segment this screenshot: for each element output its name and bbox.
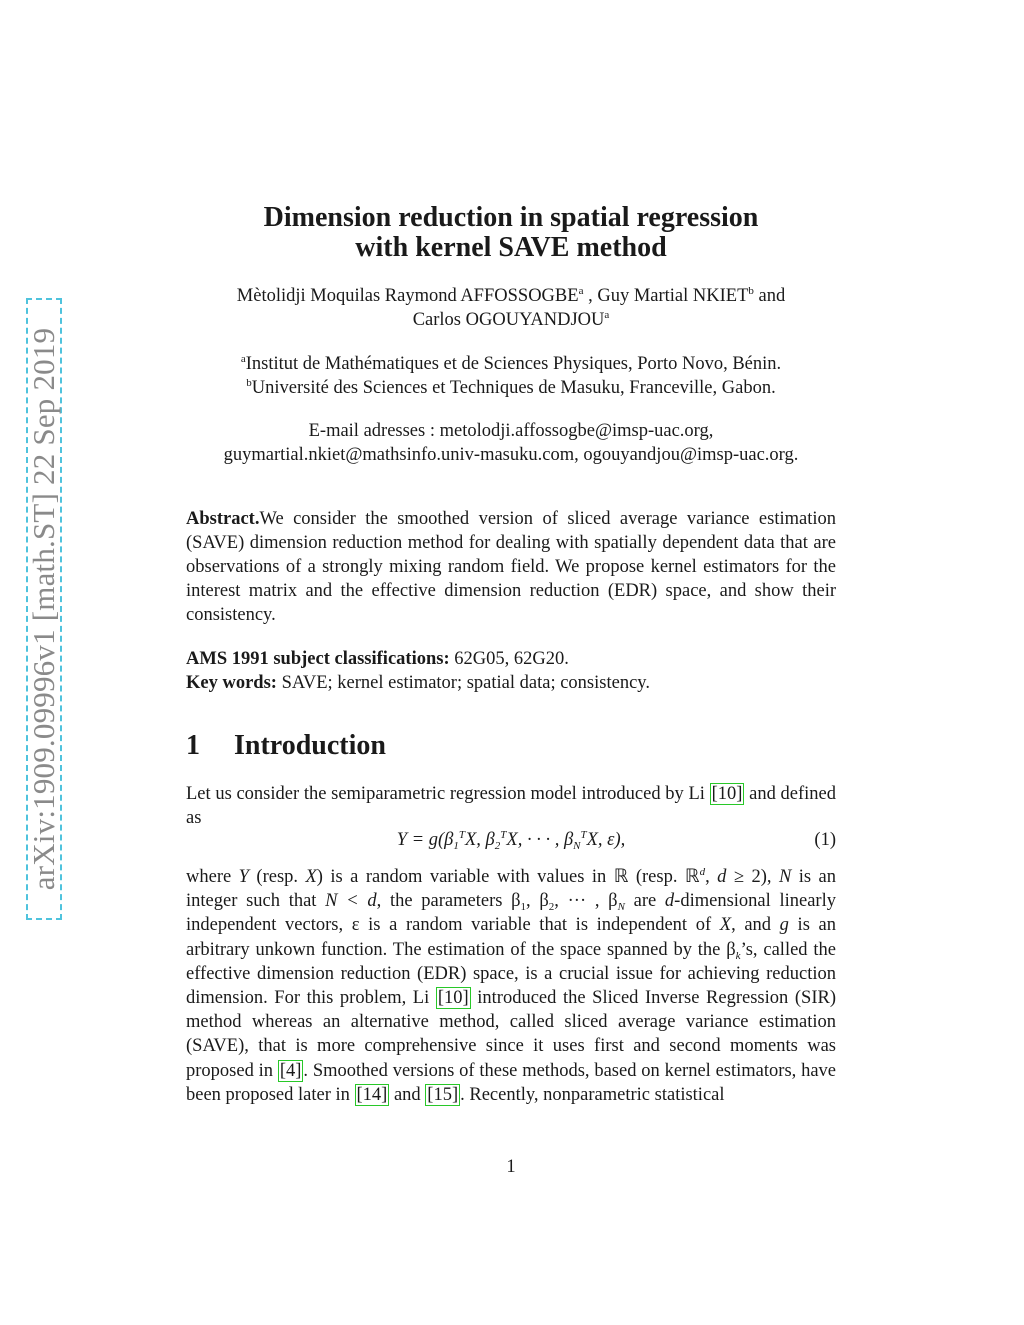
equation-number: (1): [814, 830, 836, 850]
abstract-label: Abstract.: [186, 509, 260, 529]
title-line-2: with kernel SAVE method: [355, 232, 667, 263]
page-number: 1: [506, 1157, 516, 1177]
email-addresses: E-mail adresses : metolodji.affossogbe@imsp-uac.org, guymartial.nkiet@mathsinfo.univ-masuku.com, ogouyandjou@imsp-uac.org.: [223, 421, 799, 465]
author-1: Mètolidji Moquilas Raymond AFFOSSOGBE: [236, 286, 579, 306]
paper-title: [186, 203, 836, 263]
section-number: 1: [186, 730, 200, 761]
equation-formula: $Y = g(\beta_1^TX$, $\beta_2^TX$, · · · , $\beta_N^TX$, ε),: [396, 829, 626, 852]
arxiv-id: arXiv:1909.09996v1 [math.ST] 22 Sep 2019: [26, 327, 61, 891]
section-heading: [186, 730, 836, 762]
affiliations: [186, 352, 836, 400]
author-3: Carlos OGOUYANDJOU: [412, 310, 605, 330]
arxiv-stamp: [26, 298, 62, 920]
intro-paragraph-2: where Y (resp. X) is a random variable with values in ℝ (resp. ℝ$^d$, d ≥ 2), N is an integer such that N < d, the parameters $\beta_1$, $\beta_2$, ··· , $\beta_N$ are d-dimensional linearly independent vectors, ε is a random variable that is independent of X, and g is an arbitrary unkown function. The estimation of the space spanned by the $\beta_k’s$, called the effective dimension reduction (EDR) space, is a crucial issue for achieving reduction dimension. For this problem, Li [10] introduced the Sliced Inverse Regression (SIR) method whereas an alternative method, called sliced average variance estimation (SAVE), that is more comprehensive since it uses first and second moments was proposed in [4] . Smoothed versions of these methods, based on kernel estimators, have been proposed later in [14] and [15] . Recently, nonparametric statistical: [186, 866, 836, 1105]
section-title: Introduction: [234, 730, 386, 761]
author-list: Mètolidji Moquilas Raymond AFFOSSOGBE$^a$ , Guy Martial NKIET$^b$ and Carlos OGOUYANDJOU$^a$: [236, 285, 786, 330]
keywords-value: SAVE; kernel estimator; spatial data; consistency.: [276, 673, 650, 693]
affiliation-b: $^b$Université des Sciences et Techniques de Masuku, Franceville, Gabon.: [246, 377, 776, 398]
citation-link[interactable]: [15]: [427, 1084, 459, 1105]
equation-1: [186, 830, 836, 854]
citation-link[interactable]: [10]: [711, 784, 743, 804]
intro-paragraph-1: Let us consider the semiparametric regression model introduced by Li [10] and defined as: [186, 784, 836, 829]
abstract: [186, 507, 836, 627]
affiliation-a: $^a$Institut de Mathématiques et de Sciences Physiques, Porto Novo, Bénin.: [240, 353, 782, 374]
classification: [186, 647, 836, 695]
keywords-label: Key words:: [186, 673, 277, 693]
citation-link[interactable]: [14]: [356, 1084, 388, 1105]
citation-link[interactable]: [4]: [279, 1060, 302, 1081]
title-line-1: Dimension reduction in spatial regression: [263, 202, 759, 233]
abstract-text: We consider the smoothed version of sliced average variance estimation (SAVE) dimension reduction method for dealing with spatially dependent data that are observations of a strongly mixing random field. We propose kernel estimators for the interest matrix and the effective dimension reduction (EDR) space, and show their consistency.: [186, 509, 836, 625]
ams-label: AMS 1991 subject classifications:: [186, 649, 450, 669]
author-2: , Guy Martial NKIET: [583, 286, 749, 306]
citation-link[interactable]: [10]: [437, 988, 469, 1009]
ams-value: 62G05, 62G20.: [449, 649, 569, 669]
